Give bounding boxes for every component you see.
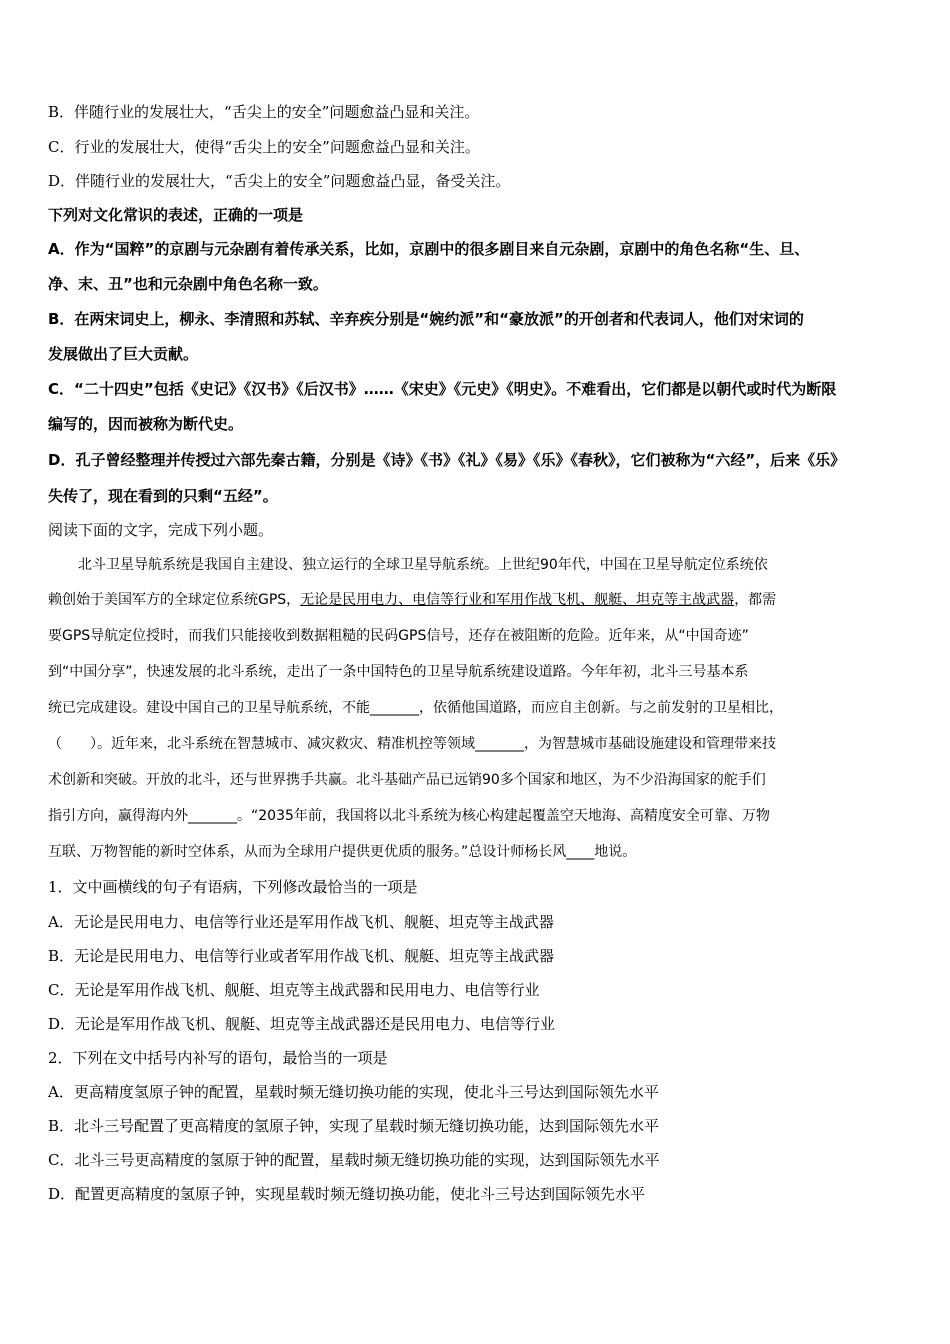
- passage-line-9: 互联、万物智能的新时空体系，从而为全球用户提供更优质的服务。”总设计师杨长风____地说。: [48, 844, 637, 860]
- passage-line-4: 到“中国分享”，快速发展的北斗系统，走出了一条中国特色的卫星导航系统建设道路。今年年初，北斗三号基本系: [48, 664, 749, 680]
- passage-line-6: （ ）。近年来，北斗系统在智慧城市、减灾救灾、精准机控等领域_______，为智慧城市基础设施建设和管理带来技: [48, 736, 776, 752]
- q2-stem: 2．下列在文中括号内补写的语句，最恰当的一项是: [48, 1049, 388, 1067]
- culture-option-d-line2: 失传了，现在看到的只剩“五经”。: [48, 487, 278, 505]
- culture-option-a-line2: 净、末、丑”也和元杂剧中角色名称一致。: [48, 275, 328, 293]
- prev-option-c: C．行业的发展壮大，使得“舌尖上的安全”问题愈益凸显和关注。: [48, 138, 480, 156]
- passage-line-3: 要GPS导航定位授时，而我们只能接收到数据粗糙的民码GPS信号，还存在被阻断的危险。近年来，从“中国奇迹”: [48, 628, 749, 644]
- q2-option-a: A．更高精度氢原子钟的配置，星载时频无缝切换功能的实现，使北斗三号达到国际领先水平: [48, 1083, 659, 1101]
- q1-option-d: D．无论是军用作战飞机、舰艇、坦克等主战武器还是民用电力、电信等行业: [48, 1015, 556, 1033]
- culture-question-stem: 下列对文化常识的表述，正确的一项是: [48, 206, 304, 224]
- q2-option-c: C．北斗三号更高精度的氢原于钟的配置，星载时频无缝切换功能的实现，达到国际领先水平: [48, 1151, 660, 1169]
- q1-option-a: A．无论是民用电力、电信等行业还是军用作战飞机、舰艇、坦克等主战武器: [48, 913, 554, 931]
- underlined-sentence: 无论是民用电力、电信等行业和军用作战飞机、舰艇、坦克等主战武器: [300, 592, 735, 608]
- q1-option-c: C．无论是军用作战飞机、舰艇、坦克等主战武器和民用电力、电信等行业: [48, 981, 540, 999]
- q1-option-b: B．无论是民用电力、电信等行业或者军用作战飞机、舰艇、坦克等主战武器: [48, 947, 555, 965]
- culture-option-d-line1: D．孔子曾经整理并传授过六部先秦古籍，分别是《诗》《书》《礼》《易》《乐》《春秋》，它们被称为“六经”，后来《乐》: [48, 451, 846, 469]
- passage-line-5: 统已完成建设。建设中国自己的卫星导航系统，不能_______，依循他国道路，而应自主创新。与之前发射的卫星相比，: [48, 700, 783, 716]
- passage-line-8: 指引方向，赢得海内外_______。“2035年前，我国将以北斗系统为核心构建起覆盖空天地海、高精度安全可靠、万物: [48, 808, 770, 824]
- prev-option-b: B．伴随行业的发展壮大，“舌尖上的安全”问题愈益凸显和关注。: [48, 103, 480, 121]
- q2-option-d: D．配置更高精度的氢原子钟，实现星载时频无缝切换功能，使北斗三号达到国际领先水平: [48, 1185, 646, 1203]
- passage-line-2: [48, 590, 910, 610]
- q1-stem: 1．文中画横线的句子有语病，下列修改最恰当的一项是: [48, 878, 418, 896]
- passage-line-7: 术创新和突破。开放的北斗，还与世界携手共赢。北斗基础产品已远销90多个国家和地区，为不少沿海国家的舵手们: [48, 772, 766, 788]
- passage-line-2-post: ，都需: [734, 592, 777, 608]
- passage-line-1: 北斗卫星导航系统是我国自主建设、独立运行的全球卫星导航系统。上世纪90年代，中国在卫星导航定位系统依: [78, 557, 768, 573]
- culture-option-b-line1: B．在两宋词史上，柳永、李清照和苏轼、辛弃疾分别是“婉约派”和“豪放派”的开创者和代表词人，他们对宋词的: [48, 310, 804, 328]
- q2-option-b: B．北斗三号配置了更高精度的氢原子钟，实现了星载时频无缝切换功能，达到国际领先水平: [48, 1117, 660, 1135]
- reading-intro: 阅读下面的文字，完成下列小题。: [48, 521, 274, 539]
- prev-option-d: D．伴随行业的发展壮大，“舌尖上的安全”问题愈益凸显，备受关注。: [48, 172, 511, 190]
- culture-option-a-line1: A．作为“国粹”的京剧与元杂剧有着传承关系，比如，京剧中的很多剧目来自元杂剧，京剧中的角色名称“生、旦、: [48, 240, 810, 258]
- culture-option-c-line1: C．“二十四史”包括《史记》《汉书》《后汉书》……《宋史》《元史》《明史》。不难看出，它们都是以朝代或时代为断限: [48, 380, 837, 398]
- culture-option-c-line2: 编写的，因而被称为断代史。: [48, 415, 244, 433]
- passage-line-2-pre: 赖创始于美国军方的全球定位系统GPS，: [48, 592, 301, 608]
- culture-option-b-line2: 发展做出了巨大贡献。: [48, 345, 199, 363]
